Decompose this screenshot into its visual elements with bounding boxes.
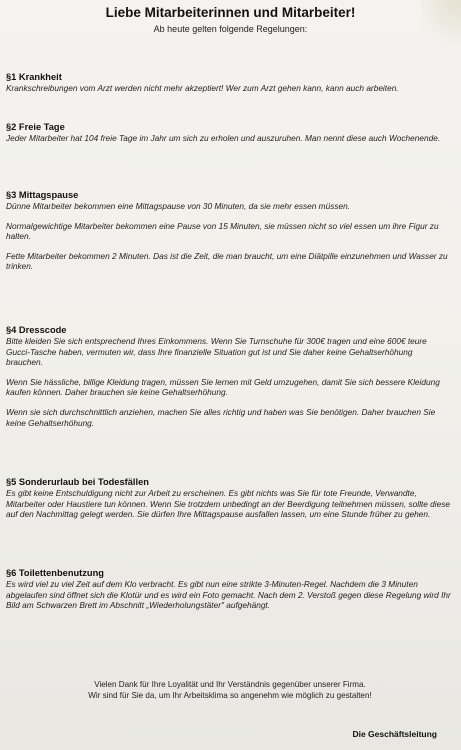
closing-text: [30, 679, 430, 701]
section-heading: §2 Freie Tage: [6, 122, 65, 132]
section-heading: §5 Sonderurlaub bei Todesfällen: [6, 477, 149, 487]
section-freie-tage: [6, 122, 451, 144]
closing-line: Wir sind für Sie da, um Ihr Arbeitsklima so angenehm wie möglich zu gestalten!: [88, 691, 372, 700]
section-paragraph: Es gibt keine Entschuldigung nicht zur Arbeit zu erscheinen. Es gibt nichts was Sie für tote Freunde, Verwandte, Mitarbeiter oder Haustiere tun können. Wenn Sie trotzdem unbedingt an der Beerdigung teilnehmen müssen, sollte diese auf den Nachmittag gelegt werden. Sie dürfen Ihre Mittagspause ausfallen lassen, um eine Stunde früher zu gehen.: [6, 488, 450, 520]
section-paragraph: Dünne Mitarbeiter bekommen eine Mittagspause von 30 Minuten, da sie mehr essen müssen.: [6, 201, 351, 211]
section-mittagspause: [6, 190, 451, 272]
section-paragraph: Fette Mitarbeiter bekommen 2 Minuten. Das ist die Zeit, die man braucht, um eine Diätpille einzunehmen und Wasser zu trinken.: [6, 250, 448, 272]
section-sonderurlaub: [6, 477, 451, 520]
document-title: Liebe Mitarbeiterinnen und Mitarbeiter!: [105, 5, 356, 20]
section-paragraph: Wenn sie sich durchschnittlich anziehen, machen Sie alles richtig und haben was Sie benötigen. Daher brauchen Sie keine Gehaltserhöhung.: [6, 406, 436, 428]
section-paragraph: Krankschreibungen vom Arzt werden nicht mehr akzeptiert! Wer zum Arzt gehen kann, kann auch arbeiten.: [6, 83, 399, 93]
section-paragraph: Bitte kleiden Sie sich entsprechend Ihres Einkommens. Wenn Sie Turnschuhe für 300€ tragen und eine 600€ teure Gucci-Tasche haben, vermuten wir, dass Ihre finanzielle Situation gut ist und Sie daher keine Gehaltserhöhung brauchen.: [6, 336, 427, 368]
section-heading: §6 Toilettenbenutzung: [6, 568, 104, 578]
signature: Die Geschäftsleitung: [352, 729, 437, 739]
section-toilettenbenutzung: [6, 568, 451, 611]
section-krankheit: [6, 72, 451, 94]
section-paragraph: Wenn Sie hässliche, billige Kleidung tragen, müssen Sie lernen mit Geld umzugehen, damit Sie sich bessere Kleidung kaufen können. Daher brauchen sie keine Gehaltserhöhung.: [6, 376, 440, 398]
document-subtitle: Ab heute gelten folgende Regelungen:: [153, 24, 308, 34]
closing-line: Vielen Dank für Ihre Loyalität und Ihr Verständnis gegenüber unserer Firma.: [94, 680, 366, 689]
section-heading: §4 Dresscode: [6, 325, 67, 335]
section-paragraph: Normalgewichtige Mitarbeiter bekommen eine Pause von 15 Minuten, sie müssen nicht so viel essen um ihre Figur zu halten.: [6, 220, 439, 242]
section-dresscode: [6, 325, 451, 428]
section-paragraph: Jeder Mitarbeiter hat 104 freie Tage im Jahr um sich zu erholen und auszuruhen. Man nennt diese auch Wochenende.: [6, 133, 441, 143]
section-heading: §3 Mittagspause: [6, 190, 79, 200]
section-heading: §1 Krankheit: [6, 72, 62, 82]
section-paragraph: Es wird viel zu viel Zeit auf dem Klo verbracht. Es gibt nun eine strikte 3-Minuten-Regel. Nachdem die 3 Minuten abgelaufen sind öffnet sich die Klotür und es wird ein Foto gemacht. Nach dem 2. Verstoß gegen diese Regelung wird Ihr Bild am Schwarzen Brett im Abschnitt „Wiederholungstäter" aufgehängt.: [6, 579, 451, 611]
